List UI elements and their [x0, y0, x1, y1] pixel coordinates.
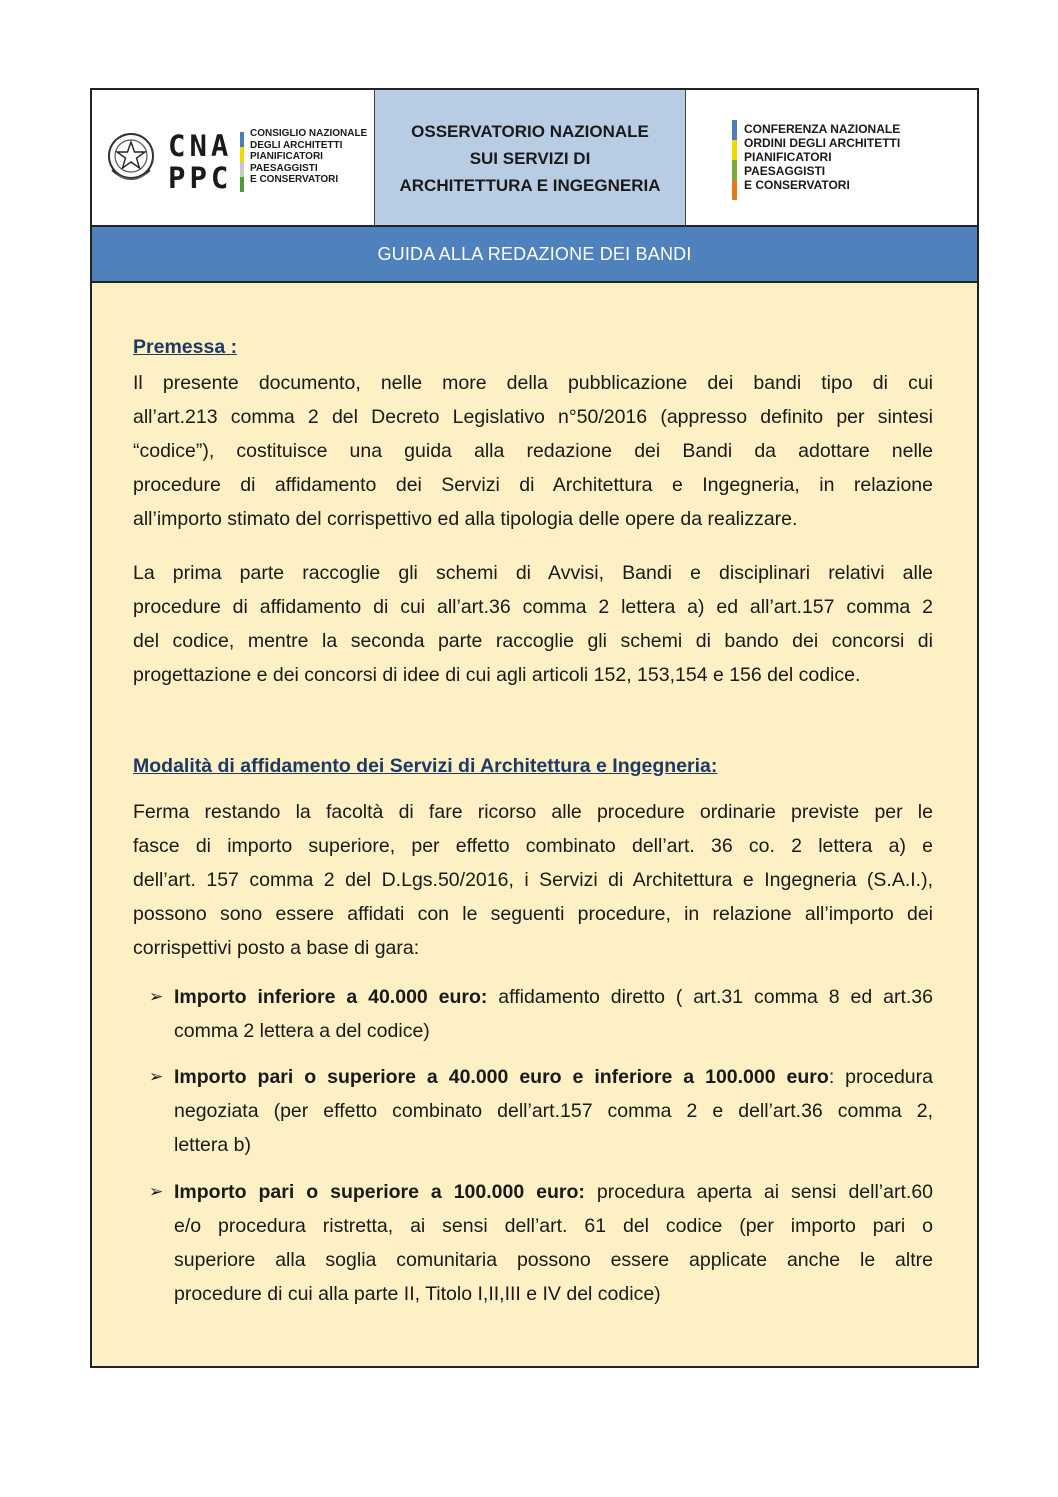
color-bar: [732, 160, 737, 180]
arrow-bullet-icon: ➢: [149, 987, 164, 1006]
text-line: Importo pari o superiore a 100.000 euro: procedura aperta ai sensi dell’art.60: [174, 1181, 934, 1203]
text-line: La prima parte raccoglie gli schemi di Avvisi, Bandi e disciplinari relativi alle: [133, 562, 933, 584]
text-line: Il presente documento, nelle more della pubblicazione dei bandi tipo di cui: [133, 372, 933, 394]
bullet-item: [149, 1175, 933, 1311]
cnappc-logo-letters: CNA PPC: [168, 129, 233, 195]
color-bar: [240, 132, 244, 147]
text-line: superiore alla soglia comunitaria possono essere applicate anche le altre: [174, 1249, 933, 1271]
italian-republic-emblem-icon: [106, 126, 156, 190]
color-bar: [240, 177, 244, 192]
color-bar: [732, 180, 737, 200]
color-bar: [732, 140, 737, 160]
text-line: “codice”), costituisce una guida alla redazione dei Bandi da adottare nelle: [133, 440, 933, 462]
text-line: procedure di affidamento dei Servizi di Architettura e Ingegneria, in relazione: [133, 474, 933, 496]
conference-block: [686, 90, 977, 225]
section-heading: Modalità di affidamento dei Servizi di Architettura e Ingegneria:: [133, 755, 718, 777]
text-line: corrispettivi posto a base di gara:: [133, 937, 420, 959]
document-frame: [90, 88, 979, 1368]
observatory-title: OSSERVATORIO NAZIONALE SUI SERVIZI DI ARCHITETTURA E INGEGNERIA: [375, 90, 686, 225]
council-name: CONSIGLIO NAZIONALE DEGLI ARCHITETTI PIANIFICATORI PAESAGGISTI E CONSERVATORI: [250, 128, 368, 185]
header-row: [92, 90, 977, 227]
modalita-paragraph: [133, 795, 933, 965]
section-heading: Premessa :: [133, 336, 238, 358]
color-bar: [732, 120, 737, 140]
text-line: all’art.213 comma 2 del Decreto Legislativo n°50/2016 (appresso definito per sintesi: [133, 406, 933, 428]
cnappc-logo-block: [92, 90, 375, 225]
text-line: procedure di affidamento di cui all’art.36 comma 2 lettera a) ed all’art.157 comma 2: [133, 596, 933, 618]
document-title: GUIDA ALLA REDAZIONE DEI BANDI: [92, 227, 977, 283]
text-line: comma 2 lettera a del codice): [174, 1020, 430, 1042]
premessa-paragraph-2: [133, 556, 933, 692]
bullet-item: [149, 1060, 933, 1162]
text-line: lettera b): [174, 1134, 251, 1156]
arrow-bullet-icon: ➢: [149, 1182, 164, 1201]
text-line: Ferma restando la facoltà di fare ricorso alle procedure ordinarie previste per le: [133, 801, 933, 823]
text-line: Importo inferiore a 40.000 euro: affidamento diretto ( art.31 comma 8 ed art.36: [174, 986, 933, 1008]
text-line: e/o procedura ristretta, ai sensi dell’art. 61 del codice (per importo pari o: [174, 1215, 933, 1237]
modalita-section: [133, 749, 933, 783]
cnappc-color-bars: [240, 132, 244, 192]
text-line: all’importo stimato del corrispettivo ed alla tipologia delle opere da realizzare.: [133, 508, 798, 530]
color-bar: [240, 147, 244, 162]
bullet-item: [149, 980, 933, 1048]
conference-color-bars: [732, 120, 737, 200]
conference-name: CONFERENZA NAZIONALE ORDINI DEGLI ARCHITETTI PIANIFICATORI PAESAGGISTI E CONSERVATORI: [744, 122, 901, 192]
text-line: possono sono essere affidati con le seguenti procedure, in relazione all’importo dei: [133, 903, 933, 925]
text-line: del codice, mentre la seconda parte raccoglie gli schemi di bando dei concorsi di: [133, 630, 933, 652]
premessa-paragraph-1: [133, 366, 933, 536]
text-line: procedure di cui alla parte II, Titolo I,II,III e IV del codice): [174, 1283, 661, 1305]
premessa-section: [133, 330, 933, 364]
text-line: negoziata (per effetto combinato dell’art.157 comma 2 e dell’art.36 comma 2,: [174, 1100, 933, 1122]
text-line: fasce di importo superiore, per effetto combinato dell’art. 36 co. 2 lettera a) e: [133, 835, 933, 857]
arrow-bullet-icon: ➢: [149, 1067, 164, 1086]
color-bar: [240, 162, 244, 177]
text-line: progettazione e dei concorsi di idee di cui agli articoli 152, 153,154 e 156 del codice.: [133, 664, 861, 686]
text-line: dell’art. 157 comma 2 del D.Lgs.50/2016, i Servizi di Architettura e Ingegneria (S.A.I.),: [133, 869, 933, 891]
text-line: Importo pari o superiore a 40.000 euro e inferiore a 100.000 euro: procedura: [174, 1066, 933, 1088]
